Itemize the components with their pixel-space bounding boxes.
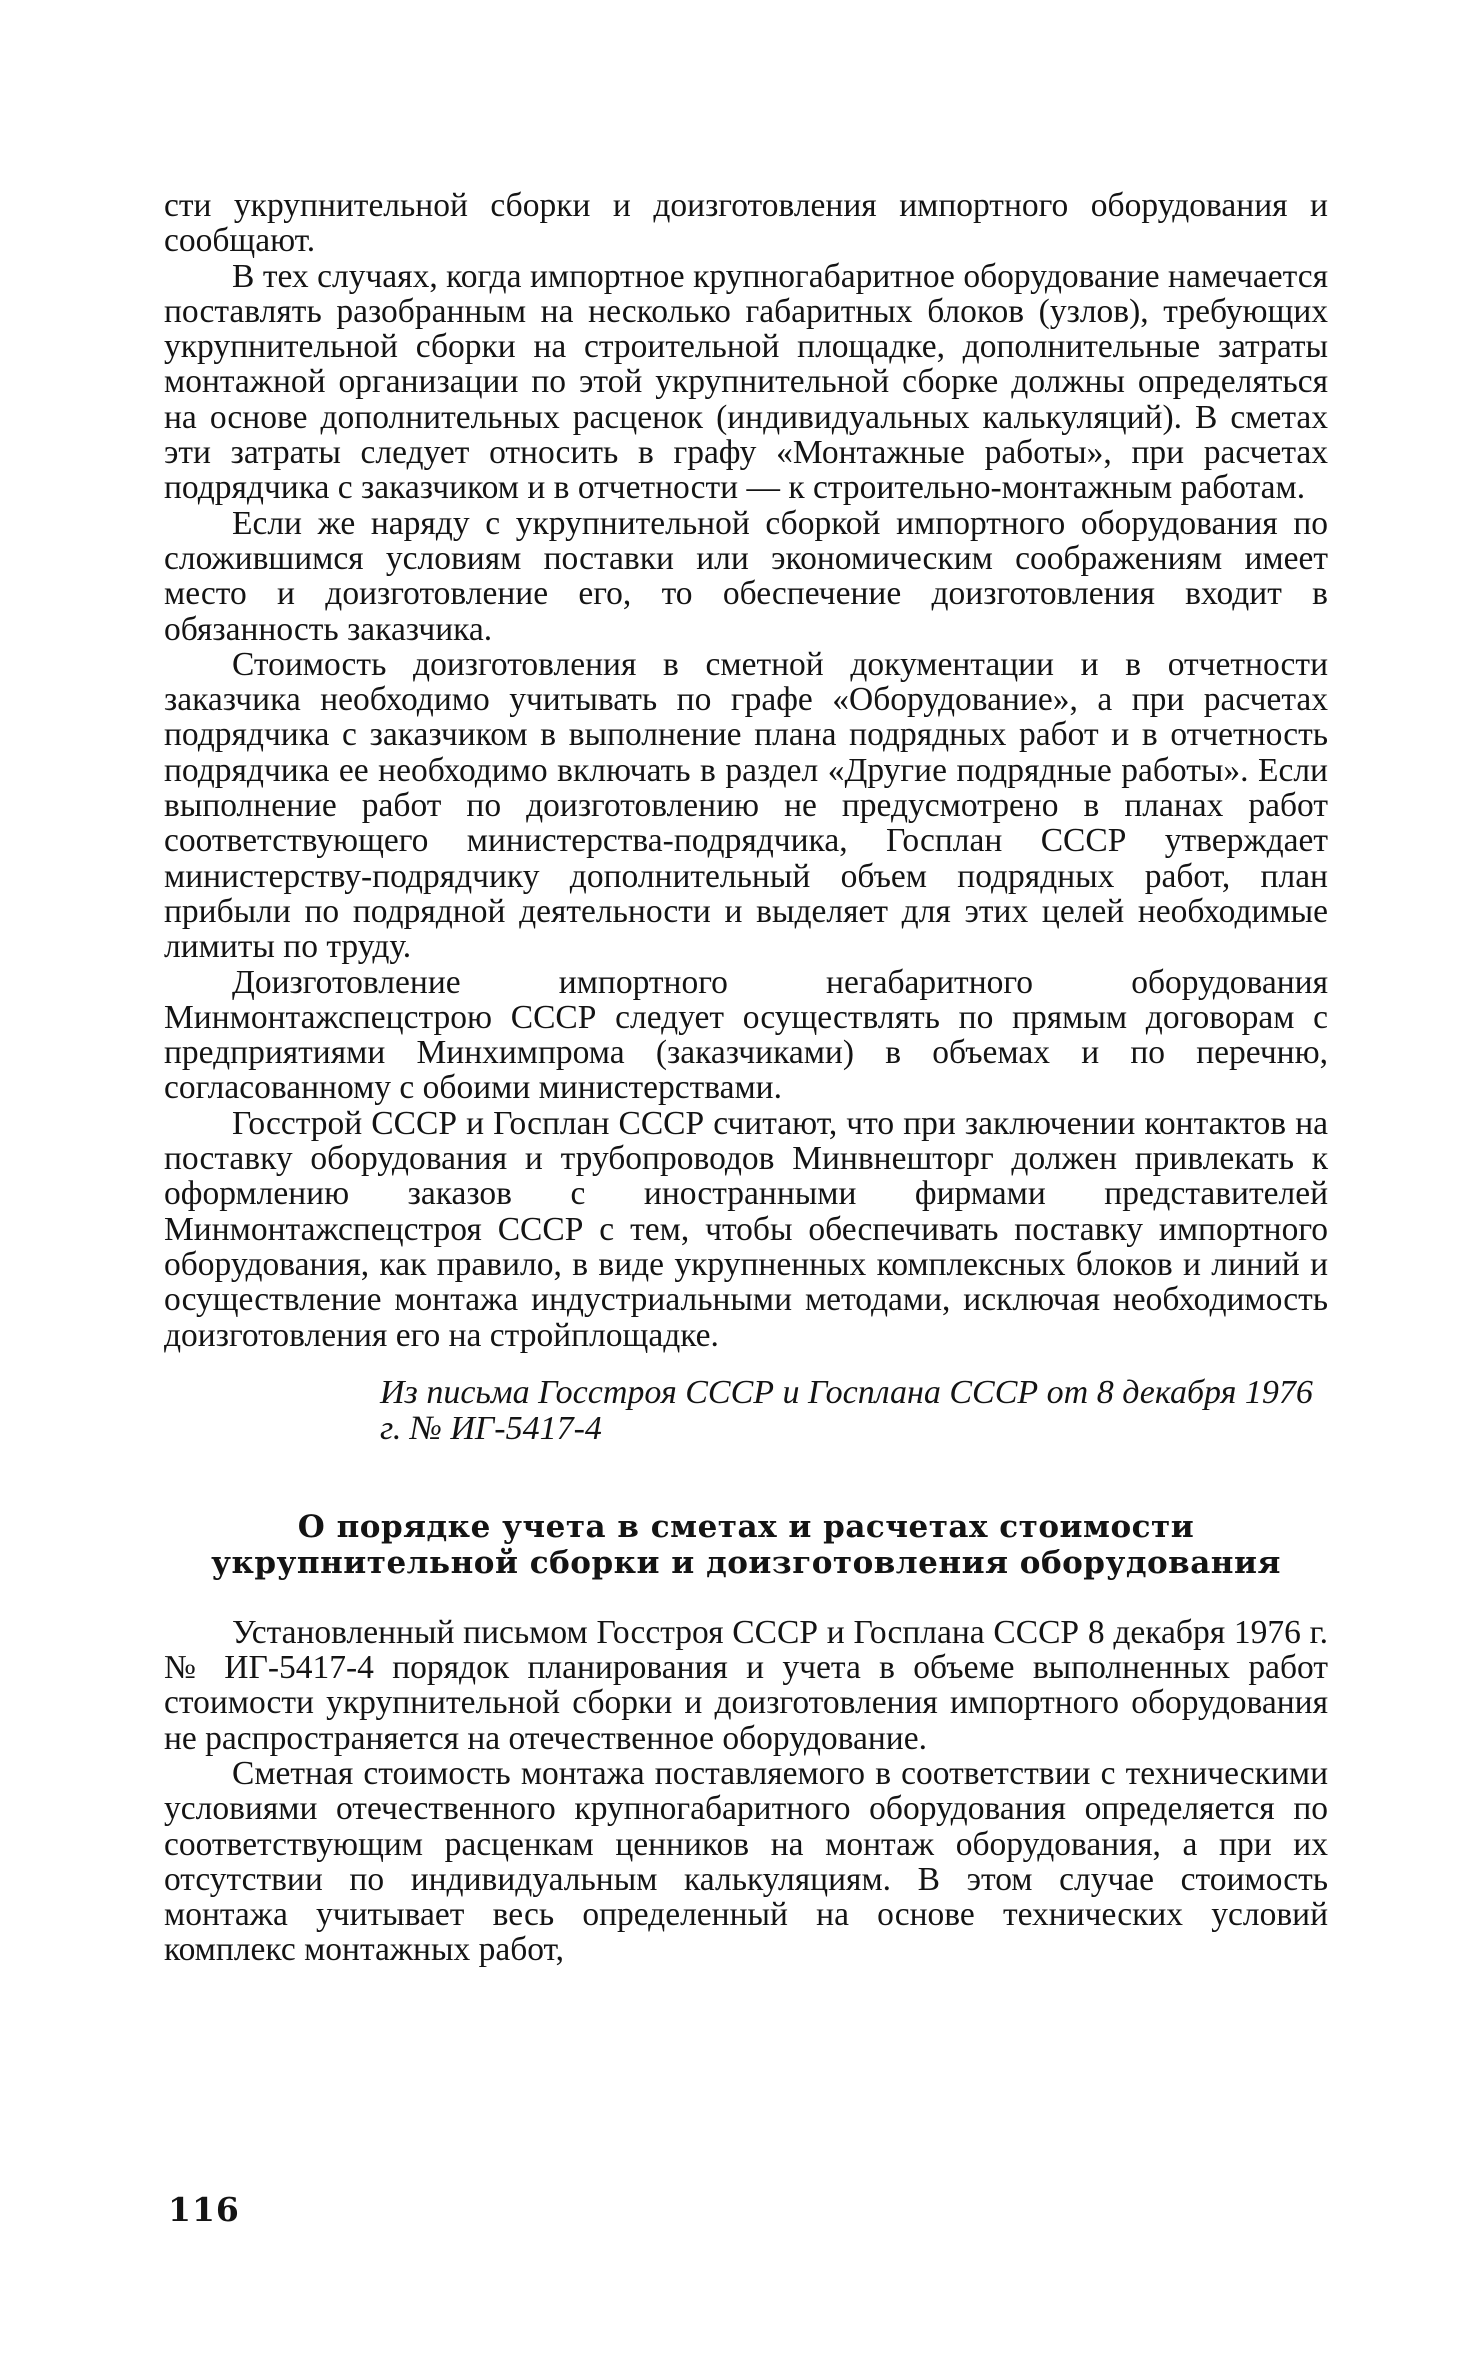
body-text-bottom: [164, 1615, 1328, 1968]
heading-line: О порядке учета в сметах и расчетах стоимости: [297, 1508, 1195, 1545]
paragraph: сти укрупнительной сборки и доизготовления импортного оборудования и сообщают.: [164, 187, 1328, 260]
paragraph: Стоимость доизготовления в сметной документации и в отчетности заказчика необходимо учитывать по графе «Оборудование», а при расчетах подрядчика с заказчиком в выполнение плана подрядных работ и в отчетность подрядчика ее необходимо включать в раздел «Другие подрядные работы». Если выполнение работ по доизготовлению не предусмотрено в планах работ соответствующего министерства-подрядчика, Госплан СССР утверждает министерству-подрядчику дополнительный объем подрядных работ, план прибыли по подрядной деятельности и выделяет для этих целей необходимые лимиты по труду.: [164, 645, 1328, 966]
heading-line: укрупнительной сборки и доизготовления оборудования: [211, 1544, 1281, 1581]
source-note: Из письма Госстроя СССР и Госплана СССР от 8 декабря 1976 г. № ИГ-5417-4: [380, 1373, 1313, 1447]
paragraph: Доизготовление импортного негабаритного оборудования Минмонтажспецстрою СССР следует осуществлять по прямым договорам с предприятиями Минхимпрома (заказчиками) в объемах и по перечню, согласованному с обоими министерствами.: [164, 963, 1328, 1107]
paragraph: Госстрой СССР и Госплан СССР считают, что при заключении контактов на поставку оборудования и трубопроводов Минвнешторг должен привлекать к оформлению заказов с иностранными фирмами представителей Минмонтажспецстроя СССР с тем, чтобы обеспечивать поставку импортного оборудования, как правило, в виде укрупненных комплексных блоков и линий и осуществление монтажа индустриальными методами, исключая необходимость доизготовления его на стройплощадке.: [164, 1104, 1328, 1354]
paragraph: Установленный письмом Госстроя СССР и Госплана СССР 8 декабря 1976 г. № ИГ-5417-4 порядок планирования и учета в объеме выполненных работ стоимости укрупнительной сборки и доизготовления импортного оборудования не распространяется на отечественное оборудование.: [164, 1613, 1328, 1757]
page-number: 116: [168, 2190, 240, 2229]
body-text-top: [164, 188, 1328, 1353]
section-heading: [164, 1509, 1328, 1581]
document-page: [164, 188, 1328, 1968]
paragraph: Сметная стоимость монтажа поставляемого в соответствии с техническими условиями отечественного крупногабаритного оборудования определяется по соответствующим расценкам ценников на монтаж оборудования, а при их отсутствии по индивидуальным калькуляциям. В этом случае стоимость монтажа учитывает весь определенный на основе технических условий комплекс монтажных работ,: [164, 1754, 1328, 1969]
paragraph: Если же наряду с укрупнительной сборкой импортного оборудования по сложившимся условиям поставки или экономическим соображениям имеет место и доизготовление его, то обеспечение доизготовления входит в обязанность заказчика.: [164, 504, 1328, 648]
paragraph: В тех случаях, когда импортное крупногабаритное оборудование намечается поставлять разобранным на несколько габаритных блоков (узлов), требующих укрупнительной сборки на строительной площадке, дополнительные затраты монтажной организации по этой укрупнительной сборке должны определяться на основе дополнительных расценок (индивидуальных калькуляций). В сметах эти затраты следует относить в графу «Монтажные работы», при расчетах подрядчика с заказчиком и в отчетности — к строительно-монтажным работам.: [164, 257, 1328, 507]
